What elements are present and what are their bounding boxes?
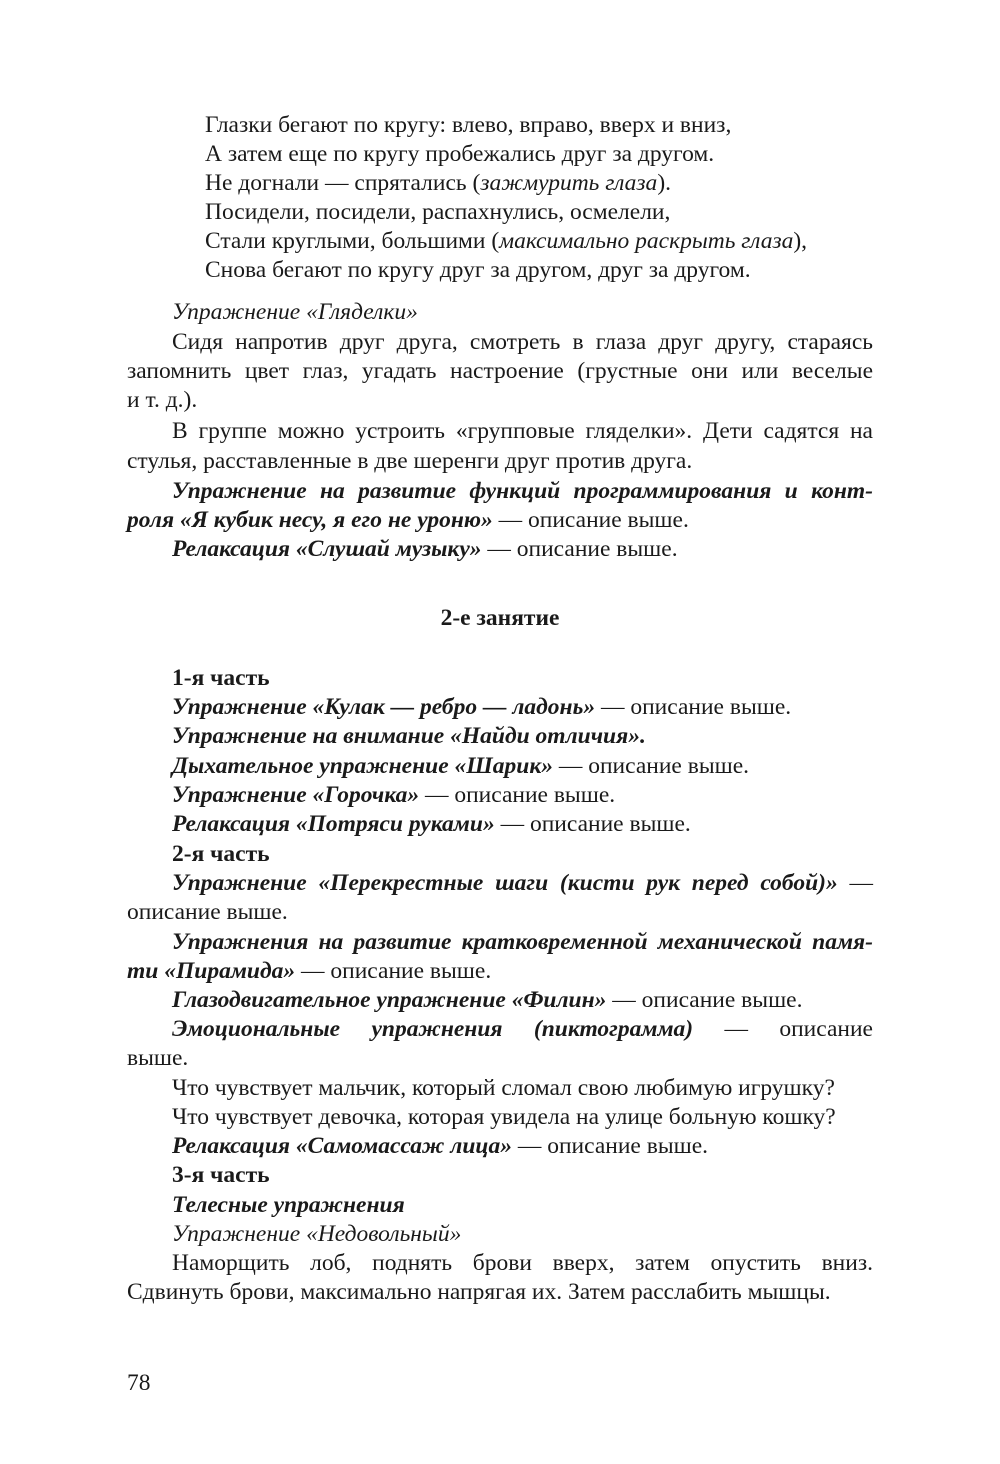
paragraph-line: Сидя напротив друг друга, смотреть в глаза друг другу, стараясь [172, 329, 873, 355]
list-item: Глазодвигательное упражнение «Филин» — описание выше. [172, 987, 803, 1013]
part-title-1: 1-я часть [172, 665, 270, 691]
list-item: Упражнение «Перекрестные шаги (кисти рук перед собой)» — [172, 870, 873, 896]
poem-line: Посидели, посидели, распахнулись, осмелели, [205, 199, 671, 225]
exercise-programming-line2: роля «Я кубик несу, я его не уроню» — описание выше. [127, 507, 689, 533]
list-item: Упражнение «Кулак — ребро — ладонь» — описание выше. [172, 694, 792, 720]
paragraph-line: ти «Пирамида» — описание выше. [127, 958, 492, 984]
paragraph-line: запомнить цвет глаз, угадать настроение (грустные они или веселые [127, 358, 873, 384]
poem-line: Снова бегают по кругу друг за другом, друг за другом. [205, 257, 751, 283]
paragraph-line: описание выше. [127, 899, 288, 925]
paragraph-line: В группе можно устроить «групповые гляделки». Дети садятся на [172, 418, 873, 444]
part-title-3: 3-я часть [172, 1162, 270, 1188]
list-item: Упражнения на развитие кратковременной механической памя- [172, 929, 873, 955]
question-line: Что чувствует мальчик, который сломал свою любимую игрушку? [172, 1075, 835, 1101]
exercise-title-gliadelki: Упражнение «Гляделки» [172, 299, 418, 325]
paragraph-line: и т. д.). [127, 387, 198, 413]
exercise-title-nedovolny: Упражнение «Недовольный» [172, 1221, 462, 1247]
poem-line: А затем еще по кругу пробежались друг за другом. [205, 141, 715, 167]
paragraph-line: выше. [127, 1045, 189, 1071]
paragraph-line: Наморщить лоб, поднять брови вверх, затем опустить вниз. [172, 1250, 873, 1276]
page-number: 78 [127, 1370, 151, 1396]
list-item: Упражнение на внимание «Найди отличия». [172, 723, 646, 749]
paragraph-line: Сдвинуть брови, максимально напрягая их. Затем расслабить мышцы. [127, 1279, 831, 1305]
section-heading: 2-е занятие [440, 605, 560, 631]
exercise-programming-title: Упражнение на развитие функций программирования и конт- [172, 478, 873, 504]
body-exercises-title: Телесные упражнения [172, 1192, 405, 1218]
poem-line: Стали круглыми, большими (максимально раскрыть глаза), [205, 228, 808, 254]
list-item: Дыхательное упражнение «Шарик» — описание выше. [172, 753, 750, 779]
list-item: Релаксация «Самомассаж лица» — описание выше. [172, 1133, 709, 1159]
paragraph-line: стулья, расставленные в две шеренги друг против друга. [127, 448, 693, 474]
list-item: Упражнение «Горочка» — описание выше. [172, 782, 616, 808]
relaxation-music: Релаксация «Слушай музыку» — описание выше. [172, 536, 678, 562]
list-item: Релаксация «Потряси руками» — описание выше. [172, 811, 691, 837]
list-item: Эмоциональные упражнения (пиктограмма) — описание [172, 1016, 873, 1042]
poem-line: Не догнали — спрятались (зажмурить глаза). [205, 170, 672, 196]
part-title-2: 2-я часть [172, 841, 270, 867]
poem-line: Глазки бегают по кругу: влево, вправо, вверх и вниз, [205, 112, 732, 138]
question-line: Что чувствует девочка, которая увидела на улице больную кошку? [172, 1104, 836, 1130]
